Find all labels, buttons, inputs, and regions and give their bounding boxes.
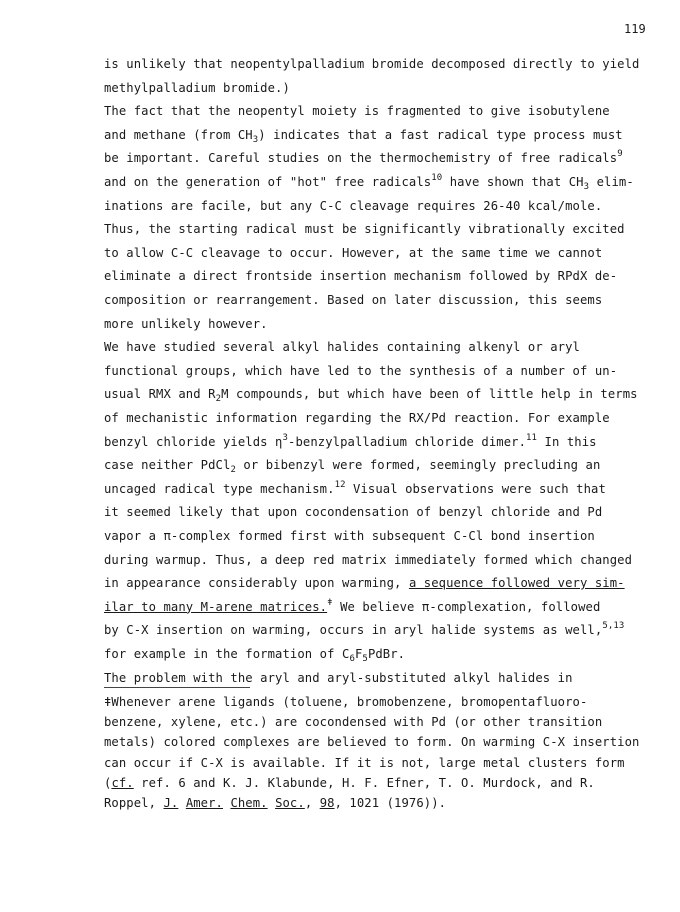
text-run: Visual observations were such that xyxy=(345,481,606,496)
text-run: F xyxy=(354,647,363,661)
text-run: to allow C-C cleavage to occur. However, at the same time we cannot xyxy=(104,245,603,260)
text-run: ( xyxy=(104,775,112,790)
body-line xyxy=(104,57,640,71)
text-run: can occur if C-X is available. If it is not, large metal clusters form xyxy=(104,755,625,770)
body-line xyxy=(104,411,610,425)
footnote-line xyxy=(104,735,640,749)
text-run: case neither PdCl xyxy=(104,458,231,473)
text-run: 5,13 xyxy=(602,621,625,632)
body-line xyxy=(104,529,595,543)
text-run: 6 xyxy=(349,654,355,664)
body-line xyxy=(104,173,634,192)
text-run: vapor a π-complex formed first with subsequent C-Cl bond insertion xyxy=(104,529,595,543)
text-run: 98 xyxy=(319,796,335,810)
body-line xyxy=(104,576,625,590)
text-run: for example in the formation of C xyxy=(104,647,350,661)
text-run: during warmup. Thus, a deep red matrix immediately formed which changed xyxy=(104,552,633,567)
body-line xyxy=(104,317,268,331)
body-line xyxy=(104,647,406,664)
text-run: -benzylpalladium chloride dimer. xyxy=(288,434,527,449)
text-run: or bibenzyl were formed, seemingly precluding an xyxy=(235,458,601,473)
text-run: composition or rearrangement. Based on later discussion, this seems xyxy=(104,293,603,307)
text-run: 2 xyxy=(230,465,236,476)
body-line xyxy=(104,81,290,95)
body-line xyxy=(104,104,610,118)
text-run xyxy=(178,796,185,810)
body-line xyxy=(104,432,597,449)
body-line xyxy=(104,671,573,685)
text-run: 12 xyxy=(334,479,346,490)
text-run: We have studied several alkyl halides containing alkenyl or aryl xyxy=(104,340,580,355)
text-run: The fact that the neopentyl moiety is fragmented to give isobutylene xyxy=(104,104,610,119)
text-run: benzene, xylene, etc.) are cocondensed with Pd (or other transition xyxy=(104,715,603,730)
text-run: Amer. xyxy=(185,796,223,810)
footnote-line xyxy=(104,715,602,729)
text-run: benzyl chloride yields η xyxy=(104,434,283,449)
text-run: In this xyxy=(537,434,597,449)
text-run: We believe π-complexation, followed xyxy=(332,599,601,614)
text-run: 9 xyxy=(617,149,623,160)
text-run: 3 xyxy=(252,134,259,145)
text-run: Soc. xyxy=(275,796,305,810)
text-run: inations are facile, but any C-C cleavage requires 26-40 kcal/mole. xyxy=(104,198,603,213)
text-run: , 1021 (1976)). xyxy=(334,796,447,810)
body-line xyxy=(104,553,632,567)
text-run: is unlikely that neopentylpalladium bromide decomposed directly to yield xyxy=(104,57,640,71)
text-run: of mechanistic information regarding the RX/Pd reaction. For example xyxy=(104,411,610,425)
text-run: ) indicates that a fast radical type process must xyxy=(258,127,623,142)
body-line xyxy=(104,458,601,476)
text-run: metals) colored complexes are believed to form. On warming C-X insertion xyxy=(104,735,640,750)
text-run: 5 xyxy=(362,654,368,664)
text-run: J. xyxy=(163,796,179,810)
body-line xyxy=(104,364,617,378)
footnote-line xyxy=(104,796,446,810)
body-line xyxy=(104,269,617,283)
body-line xyxy=(104,387,638,405)
body-line xyxy=(104,246,602,260)
text-run: ilar to many M-arene matrices. xyxy=(104,599,328,614)
text-run: ref. 6 and K. J. Klabunde, H. F. Efner, T. O. Murdock, and R. xyxy=(133,775,595,790)
body-line xyxy=(104,505,602,519)
text-run: eliminate a direct frontside insertion mechanism followed by RPdX de- xyxy=(104,269,618,284)
text-run: ǂWhenever arene ligands (toluene, bromobenzene, bromopentafluoro- xyxy=(104,695,588,709)
body-line xyxy=(104,623,624,637)
text-run: uncaged radical type mechanism. xyxy=(104,481,335,496)
text-run: 10 xyxy=(431,173,443,183)
text-run: have shown that CH xyxy=(442,175,584,189)
text-run: more unlikely however. xyxy=(104,316,268,331)
body-line xyxy=(104,151,623,165)
text-run: it seemed likely that upon cocondensation of benzyl chloride and Pd xyxy=(104,505,603,520)
text-run: methylpalladium bromide.) xyxy=(104,80,290,95)
body-line xyxy=(104,127,623,145)
text-run: cf. xyxy=(111,775,134,790)
text-run: 11 xyxy=(526,432,538,443)
text-run: elim- xyxy=(589,175,634,189)
text-run: and on the generation of "hot" free radicals xyxy=(104,175,432,189)
text-run: functional groups, which have led to the synthesis of a number of un- xyxy=(104,363,618,378)
text-run: be important. Careful studies on the thermochemistry of free radicals xyxy=(104,151,618,166)
text-run: ǂ xyxy=(327,597,333,608)
footnote-line xyxy=(104,776,595,790)
text-run: Roppel, xyxy=(104,796,164,810)
body-line xyxy=(104,293,602,307)
text-run: and methane (from CH xyxy=(104,127,253,142)
body-line xyxy=(104,199,602,213)
body-line xyxy=(104,222,625,236)
text-run: usual RMX and R xyxy=(104,387,216,402)
body-line xyxy=(104,340,580,354)
text-run: The problem with the aryl and aryl-substituted alkyl halides in xyxy=(104,670,573,685)
text-run: 2 xyxy=(215,394,222,405)
page-number: 119 xyxy=(624,22,646,36)
text-run: 3 xyxy=(282,432,289,443)
footnote-line xyxy=(104,756,625,770)
footnote-rule xyxy=(104,687,250,688)
text-run: in appearance considerably upon warming, xyxy=(104,576,409,591)
text-run: Chem. xyxy=(230,796,268,810)
body-line xyxy=(104,597,601,614)
text-run: Thus, the starting radical must be significantly vibrationally excited xyxy=(104,222,625,237)
text-run xyxy=(268,796,275,810)
text-run: PdBr. xyxy=(367,647,406,661)
text-run: by C-X insertion on warming, occurs in aryl halide systems as well, xyxy=(104,623,603,638)
body-line xyxy=(104,479,606,496)
text-run: 3 xyxy=(583,182,590,192)
footnote-line xyxy=(104,695,587,709)
text-run: M compounds, but which have been of little help in terms xyxy=(221,387,638,402)
text-run: , xyxy=(304,796,320,810)
text-run: a sequence followed very sim- xyxy=(408,576,625,591)
